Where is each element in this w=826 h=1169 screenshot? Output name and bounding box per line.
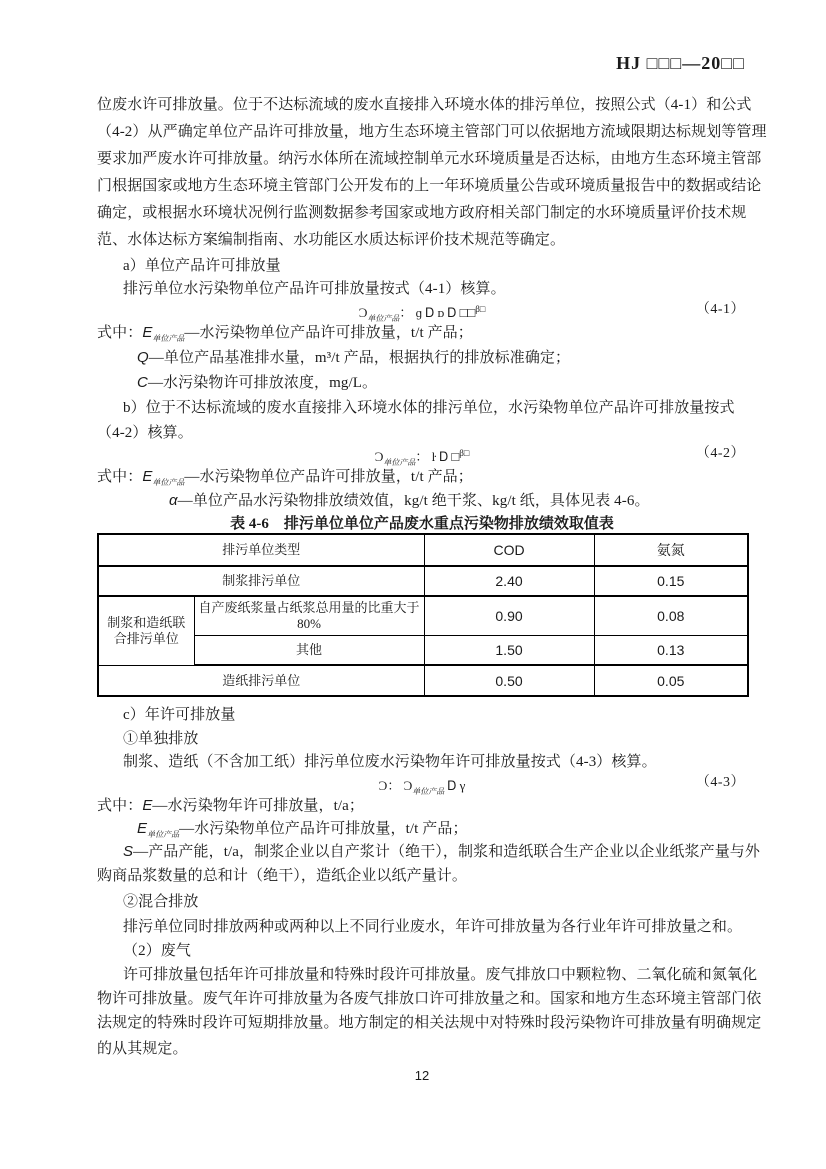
table-row bbox=[98, 665, 748, 696]
page-number: 12 bbox=[414, 1068, 430, 1083]
mixed-discharge-line: 排污单位同时排放两种或两种以上不同行业废水，年许可排放量为各行业年许可排放量之和。 bbox=[123, 919, 743, 935]
row-label: 造纸排污单位 bbox=[98, 665, 424, 696]
where-prefix: 式中： bbox=[97, 798, 143, 814]
variable-symbol: C bbox=[137, 374, 148, 391]
gas-section-heading: （2）废气 bbox=[123, 943, 192, 959]
variable-description: —单位产品基准排水量，m³/t 产品，根据执行的排放标准确定； bbox=[148, 350, 571, 366]
table-4-6-title: 表 4-6 排污单位单位产品废水重点污染物排放绩效取值表 bbox=[230, 516, 614, 532]
variable-symbol: α bbox=[169, 492, 178, 509]
col-header-cod: COD bbox=[424, 534, 594, 566]
table-4-6-wrap bbox=[97, 533, 749, 697]
section-c-item1: ①单独排放 bbox=[123, 731, 199, 747]
variable-symbol: S bbox=[123, 843, 134, 860]
row-group-label: 制浆和造纸联合排污单位 bbox=[98, 596, 194, 665]
body-line: 门根据国家或地方生态环境主管部门公开发布的上一年环境质量公告或环境质量报告中的数据或结论 bbox=[97, 178, 762, 194]
nh3-value: 0.15 bbox=[594, 566, 748, 596]
col-header-type: 排污单位类型 bbox=[98, 534, 424, 566]
variable-description: —单位产品水污染物排放绩效值，kg/t 绝干浆、kg/t 纸，具体见表 4-6。 bbox=[177, 493, 650, 509]
where-prefix: 式中： bbox=[97, 469, 143, 485]
formula-number: （4-2） bbox=[695, 446, 745, 461]
body-line: 法规定的特殊时段许可短期排放量。地方制定的相关法规中对特殊时段污染物许可排放量有明确规定 bbox=[97, 1015, 762, 1031]
table-row bbox=[98, 596, 748, 636]
body-line: 许可排放量包括年许可排放量和特殊时段许可排放量。废气排放口中颗粒物、二氧化硫和氮氧化 bbox=[123, 967, 758, 983]
nh3-value: 0.05 bbox=[594, 665, 748, 696]
body-line: 位废水许可排放量。位于不达标流域的废水直接排入环境水体的排污单位，按照公式（4-1）和公式 bbox=[97, 97, 752, 113]
col-header-nh3: 氨氮 bbox=[594, 534, 748, 566]
where-line-s-2: 购商品浆数量的总和计（绝干），造纸企业以纸产量计。 bbox=[97, 868, 468, 884]
variable-symbol: E bbox=[142, 797, 153, 814]
variable-description: —水污染物单位产品许可排放量，t/t 产品； bbox=[184, 469, 473, 485]
body-line: 的从其规定。 bbox=[97, 1041, 188, 1057]
section-b-line1: b）位于不达标流域的废水直接排入环境水体的排污单位，水污染物单位产品许可排放量按式 bbox=[123, 400, 735, 416]
where-line-q bbox=[137, 347, 570, 369]
table-row bbox=[98, 566, 748, 596]
paragraph-intro bbox=[97, 92, 767, 254]
where-line-c bbox=[137, 372, 377, 394]
formula-number: （4-1） bbox=[695, 302, 745, 317]
table-header-row bbox=[98, 534, 748, 566]
where-line-e1 bbox=[97, 322, 473, 350]
where-line-s-1 bbox=[123, 841, 760, 863]
variable-symbol: E bbox=[137, 820, 148, 837]
body-line: 物许可排放量。废气年许可排放量为各废气排放口许可排放量之和。国家和地方生态环境主管部门依 bbox=[97, 991, 762, 1007]
nh3-value: 0.08 bbox=[594, 596, 748, 636]
variable-description: —水污染物年许可排放量，t/a； bbox=[152, 798, 365, 814]
formula-number: （4-3） bbox=[695, 775, 745, 790]
body-line: 范、水体达标方案编制指南、水功能区水质达标评价技术规范等确定。 bbox=[97, 232, 566, 248]
section-a-heading: a）单位产品许可排放量 bbox=[123, 258, 281, 274]
cod-value: 0.90 bbox=[424, 596, 594, 636]
section-c-heading: c）年许可排放量 bbox=[123, 707, 236, 723]
body-line: 要求加严废水许可排放量。纳污水体所在流域控制单元水环境质量是否达标，由地方生态环境主管部 bbox=[97, 151, 762, 167]
variable-description: —水污染物单位产品许可排放量，t/t 产品； bbox=[179, 821, 468, 837]
variable-subscript: 单位产品 bbox=[147, 830, 180, 839]
doc-code-header bbox=[616, 53, 745, 74]
variable-description: —水污染物许可排放浓度，mg/L。 bbox=[147, 375, 378, 391]
body-line: 确定，或根据水环境状况例行监测数据参考国家或地方政府相关部门制定的水环境质量评价技术规 bbox=[97, 205, 747, 221]
where-prefix: 式中： bbox=[97, 325, 143, 341]
section-c-intro: 制浆、造纸（不含加工纸）排污单位废水污染物年许可排放量按式（4-3）核算。 bbox=[123, 754, 657, 770]
variable-description: —产品产能，t/a，制浆企业以自产浆计（绝干），制浆和造纸联合生产企业以企业纸浆产量与外 bbox=[133, 844, 761, 860]
cod-value: 0.50 bbox=[424, 665, 594, 696]
doc-code-text: HJ □□□—20□□ bbox=[616, 53, 745, 73]
variable-description: —水污染物单位产品许可排放量，t/t 产品； bbox=[184, 325, 473, 341]
cod-value: 2.40 bbox=[424, 566, 594, 596]
table-4-6 bbox=[97, 533, 749, 697]
formula-body: $Ɔ_{单位产品}$： ɡ Ꭰ ᴅ Ꭰ □□$^{\beta□}$ bbox=[358, 304, 486, 323]
where-line-alpha bbox=[169, 490, 650, 512]
table-row bbox=[98, 636, 748, 666]
row-label: 制浆排污单位 bbox=[98, 566, 424, 596]
formula-body: $Ɔ_{单位产品}$： ŀ Ꭰ □$^{\beta□}$ bbox=[374, 448, 470, 467]
variable-subscript: 单位产品 bbox=[152, 334, 185, 343]
section-c-item2: ②混合排放 bbox=[123, 894, 199, 910]
nh3-value: 0.13 bbox=[594, 636, 748, 666]
section-a-intro: 排污单位水污染物单位产品许可排放量按式（4-1）核算。 bbox=[123, 281, 506, 297]
variable-symbol: E bbox=[142, 324, 153, 341]
row-sublabel: 其他 bbox=[194, 636, 424, 666]
body-line: （4-2）从严确定单位产品许可排放量，地方生态环境主管部门可以依据地方流域限期达标规划等管理 bbox=[97, 124, 767, 140]
formula-body: Ɔ： $Ɔ_{单位产品}$ Ꭰ γ bbox=[378, 778, 466, 796]
row-sublabel: 自产废纸浆量占纸浆总用量的比重大于 80% bbox=[194, 596, 424, 636]
variable-symbol: E bbox=[142, 468, 153, 485]
variable-symbol: Q bbox=[137, 349, 149, 366]
cod-value: 1.50 bbox=[424, 636, 594, 666]
variable-subscript: 单位产品 bbox=[152, 478, 185, 487]
section-b-line2: （4-2）核算。 bbox=[97, 425, 193, 441]
where-line-e3 bbox=[97, 795, 364, 817]
